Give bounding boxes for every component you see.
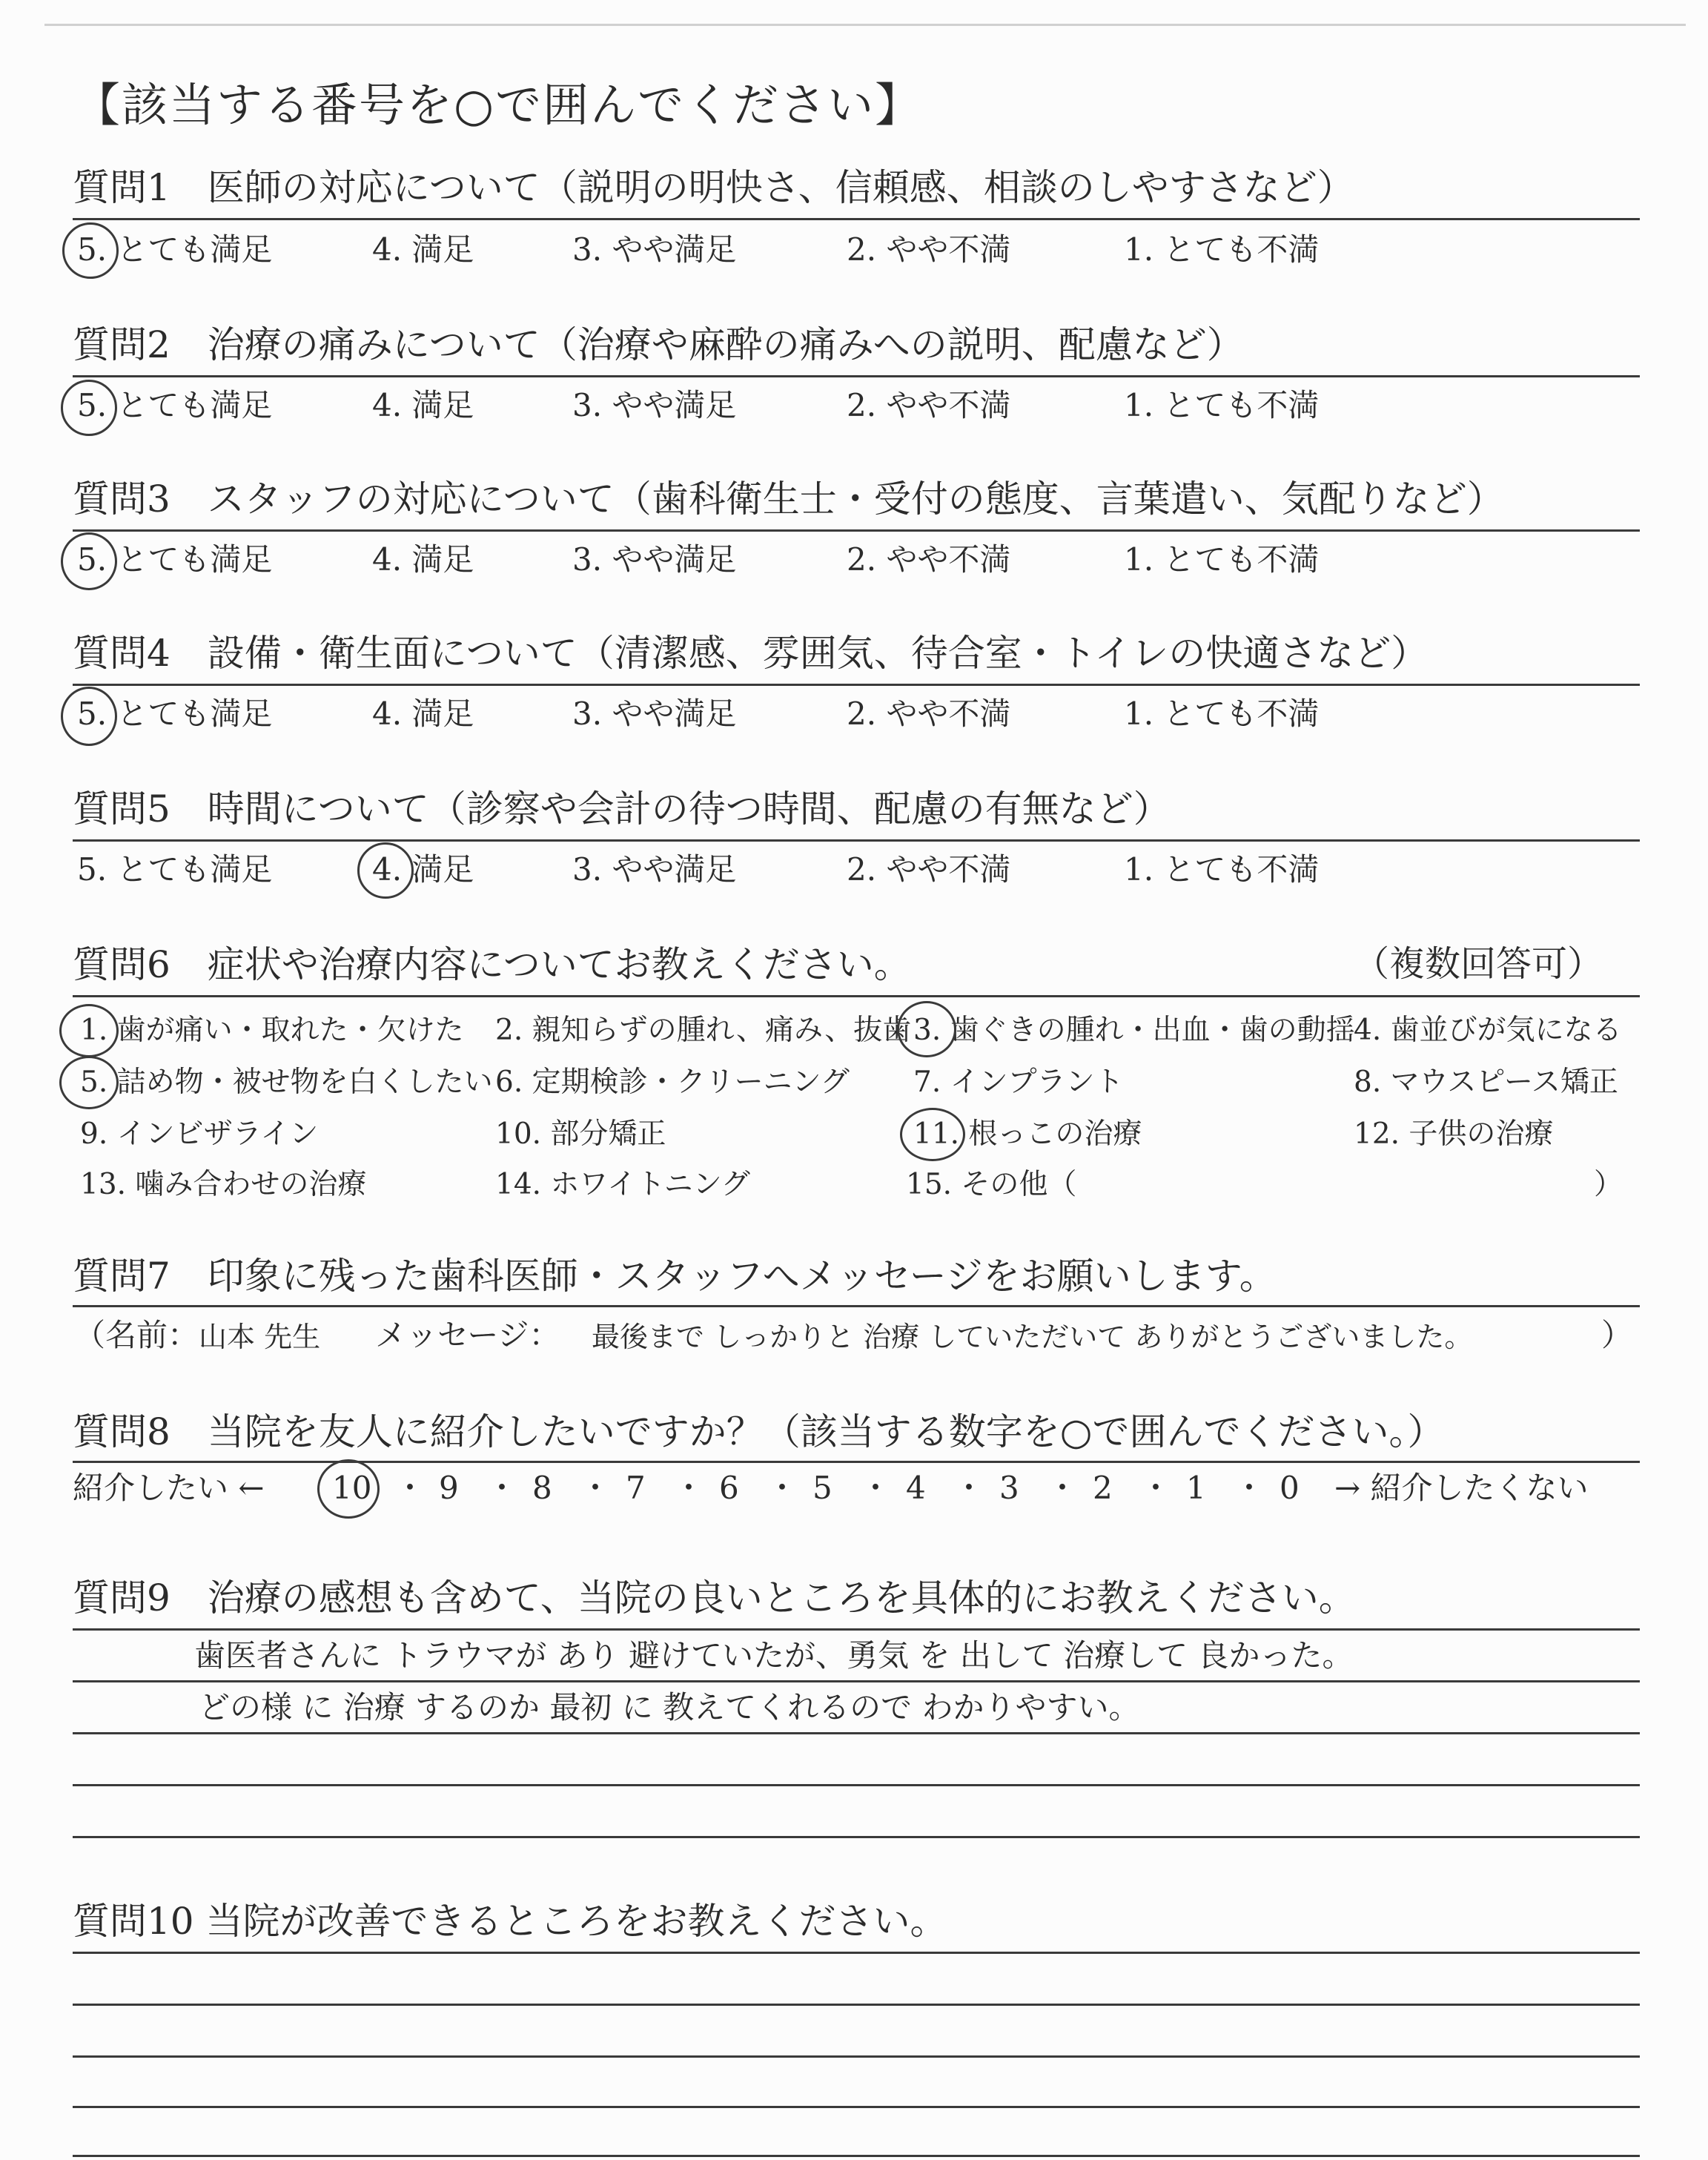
q10-answer-line-5 <box>73 2155 1640 2157</box>
q6-option-15[interactable]: 15. その他（ <box>906 1168 1077 1201</box>
q5-option-4[interactable]: 4. 満足 <box>372 851 474 888</box>
q4-option-5[interactable]: 5. とても満足 <box>77 696 273 732</box>
q7-close-paren: ） <box>1601 1317 1633 1353</box>
question-7-label: 質問7 印象に残った歯科医師・スタッフへメッセージをお願いします。 <box>73 1255 1277 1298</box>
q8-scale-9[interactable]: 9 <box>439 1470 459 1506</box>
q6-option-10[interactable]: 10. 部分矯正 <box>495 1117 666 1151</box>
q7-message-value[interactable]: 最後まで しっかりと 治療 していただいて ありがとうございました。 <box>592 1321 1473 1353</box>
q9-answer-1[interactable]: 歯医者さんに トラウマが あり 避けていたが、勇気 を 出して 治療して 良かった。 <box>194 1637 1354 1674</box>
q8-right-label: → 紹介したくない <box>1334 1470 1589 1506</box>
q6-option-5[interactable]: 5. 詰め物・被せ物を白くしたい <box>80 1066 493 1099</box>
q8-selection-circle <box>317 1459 380 1519</box>
q2-selection-circle <box>61 380 117 436</box>
q6-option-12[interactable]: 12. 子供の治療 <box>1354 1117 1554 1151</box>
q2-option-3[interactable]: 3. やや満足 <box>572 387 737 423</box>
q9-answer-line-3 <box>73 1732 1640 1734</box>
q6-option-14[interactable]: 14. ホワイトニング <box>495 1168 750 1201</box>
q6-option-8[interactable]: 8. マウスピース矯正 <box>1354 1066 1618 1099</box>
q4-option-1[interactable]: 1. とても不満 <box>1124 696 1320 732</box>
question-9-label: 質問9 治療の感想も含めて、当院の良いところを具体的にお教えください。 <box>73 1576 1356 1619</box>
q8-separator: ・ <box>953 1470 985 1506</box>
q3-selection-circle <box>61 532 117 590</box>
question-8-rule <box>73 1461 1640 1463</box>
q6-other-close: ） <box>1594 1168 1623 1201</box>
q8-separator: ・ <box>673 1470 705 1506</box>
q6-option-2[interactable]: 2. 親知らずの腫れ、痛み、抜歯 <box>495 1014 912 1047</box>
q6-option-6[interactable]: 6. 定期検診・クリーニング <box>495 1066 850 1099</box>
q5-option-5[interactable]: 5. とても満足 <box>77 851 273 888</box>
q6-option-13[interactable]: 13. 噛み合わせの治療 <box>80 1168 367 1201</box>
q5-option-3[interactable]: 3. やや満足 <box>572 851 737 888</box>
q6-option-7[interactable]: 7. インプラント <box>913 1066 1124 1099</box>
q1-option-2[interactable]: 2. やや不満 <box>847 231 1011 268</box>
q4-option-2[interactable]: 2. やや不満 <box>847 696 1011 732</box>
q8-scale-5[interactable]: 5 <box>812 1470 833 1506</box>
question-10-label: 質問10 当院が改善できるところをお教えください。 <box>73 1900 947 1943</box>
q5-selection-circle <box>357 842 414 899</box>
question-2-label: 質問2 治療の痛みについて（治療や麻酔の痛みへの説明、配慮など） <box>73 323 1244 366</box>
q7-name-label: （名前： <box>74 1317 199 1353</box>
q8-scale-10[interactable]: 10 <box>332 1470 372 1506</box>
q10-answer-line-4 <box>73 2106 1640 2108</box>
q8-separator: ・ <box>767 1470 798 1506</box>
q8-separator: ・ <box>1234 1470 1265 1506</box>
q7-name-value[interactable]: 山本 先生 <box>199 1321 321 1353</box>
q8-scale-0[interactable]: 0 <box>1280 1470 1300 1506</box>
q6-option-4[interactable]: 4. 歯並びが気になる <box>1354 1014 1622 1047</box>
q6-circle-5 <box>59 1056 119 1109</box>
q4-option-3[interactable]: 3. やや満足 <box>572 696 737 732</box>
q9-answer-line-1 <box>73 1628 1640 1631</box>
q8-separator: ・ <box>1047 1470 1079 1506</box>
q8-scale-4[interactable]: 4 <box>906 1470 926 1506</box>
q8-separator: ・ <box>394 1470 426 1506</box>
question-5-label: 質問5 時間について（診察や会計の待つ時間、配慮の有無など） <box>73 787 1171 830</box>
q2-option-4[interactable]: 4. 満足 <box>372 387 474 423</box>
question-4-rule <box>73 684 1640 686</box>
q2-option-5[interactable]: 5. とても満足 <box>77 387 273 423</box>
question-8-label: 質問8 当院を友人に紹介したいですか？（該当する数字を○で囲んでください。） <box>73 1410 1445 1453</box>
question-6-rule <box>73 995 1640 997</box>
q4-selection-circle <box>61 687 117 746</box>
q7-message-label: メッセージ： <box>375 1317 560 1353</box>
q8-left-label: 紹介したい ← <box>73 1470 265 1506</box>
top-edge-line <box>44 24 1686 26</box>
question-5-rule <box>73 839 1640 842</box>
q9-answer-line-4 <box>73 1784 1640 1786</box>
q1-option-5[interactable]: 5. とても満足 <box>77 231 273 268</box>
q10-answer-line-2 <box>73 2004 1640 2006</box>
q8-scale-8[interactable]: 8 <box>532 1470 552 1506</box>
q10-answer-line-1 <box>73 1952 1640 1954</box>
q3-option-3[interactable]: 3. やや満足 <box>572 541 737 578</box>
q8-scale-2[interactable]: 2 <box>1093 1470 1113 1506</box>
q8-scale-1[interactable]: 1 <box>1186 1470 1206 1506</box>
question-1-label: 質問1 医師の対応について（説明の明快さ、信頼感、相談のしやすさなど） <box>73 166 1354 209</box>
q6-option-3[interactable]: 3. 歯ぐきの腫れ・出血・歯の動揺 <box>913 1014 1355 1047</box>
question-3-label: 質問3 スタッフの対応について（歯科衛生士・受付の態度、言葉遣い、気配りなど） <box>73 478 1504 521</box>
q3-option-4[interactable]: 4. 満足 <box>372 541 474 578</box>
q1-selection-circle <box>62 222 119 279</box>
q8-separator: ・ <box>1140 1470 1172 1506</box>
q8-separator: ・ <box>580 1470 612 1506</box>
q5-option-2[interactable]: 2. やや不満 <box>847 851 1011 888</box>
q6-circle-1 <box>59 1004 119 1057</box>
q6-option-9[interactable]: 9. インビザライン <box>80 1117 319 1151</box>
q10-answer-line-3 <box>73 2055 1640 2058</box>
page-title: 【該当する番号を○で囲んでください】 <box>74 78 923 132</box>
q3-option-1[interactable]: 1. とても不満 <box>1124 541 1320 578</box>
q9-answer-line-2 <box>73 1680 1640 1682</box>
q8-scale-6[interactable]: 6 <box>719 1470 739 1506</box>
q2-option-2[interactable]: 2. やや不満 <box>847 387 1011 423</box>
q8-separator: ・ <box>860 1470 892 1506</box>
q8-separator: ・ <box>486 1470 518 1506</box>
q6-option-11[interactable]: 11. 根っこの治療 <box>913 1117 1142 1151</box>
q6-option-1[interactable]: 1. 歯が痛い・取れた・欠けた <box>80 1014 464 1047</box>
question-6-note: （複数回答可） <box>1354 943 1603 985</box>
question-4-label: 質問4 設備・衛生面について（清潔感、雰囲気、待合室・トイレの快適さなど） <box>73 632 1429 675</box>
question-7-rule <box>73 1305 1640 1307</box>
q3-option-2[interactable]: 2. やや不満 <box>847 541 1011 578</box>
question-2-rule <box>73 375 1640 377</box>
q1-option-4[interactable]: 4. 満足 <box>372 231 474 268</box>
q9-answer-2[interactable]: どの様 に 治療 するのか 最初 に 教えてくれるので わかりやすい。 <box>199 1689 1140 1725</box>
q3-option-5[interactable]: 5. とても満足 <box>77 541 273 578</box>
question-6-label: 質問6 症状や治療内容についてお教えください。 <box>73 943 911 986</box>
question-1-rule <box>73 218 1640 220</box>
q2-option-1[interactable]: 1. とても不満 <box>1124 387 1320 423</box>
q6-circle-3 <box>897 1001 956 1057</box>
q8-scale-7[interactable]: 7 <box>626 1470 646 1506</box>
q9-answer-line-5 <box>73 1836 1640 1838</box>
q5-option-1[interactable]: 1. とても不満 <box>1124 851 1320 888</box>
q8-scale-3[interactable]: 3 <box>999 1470 1019 1506</box>
q1-option-1[interactable]: 1. とても不満 <box>1124 231 1320 268</box>
q4-option-4[interactable]: 4. 満足 <box>372 696 474 732</box>
q1-option-3[interactable]: 3. やや満足 <box>572 231 737 268</box>
q6-circle-11 <box>900 1108 965 1161</box>
question-3-rule <box>73 529 1640 532</box>
